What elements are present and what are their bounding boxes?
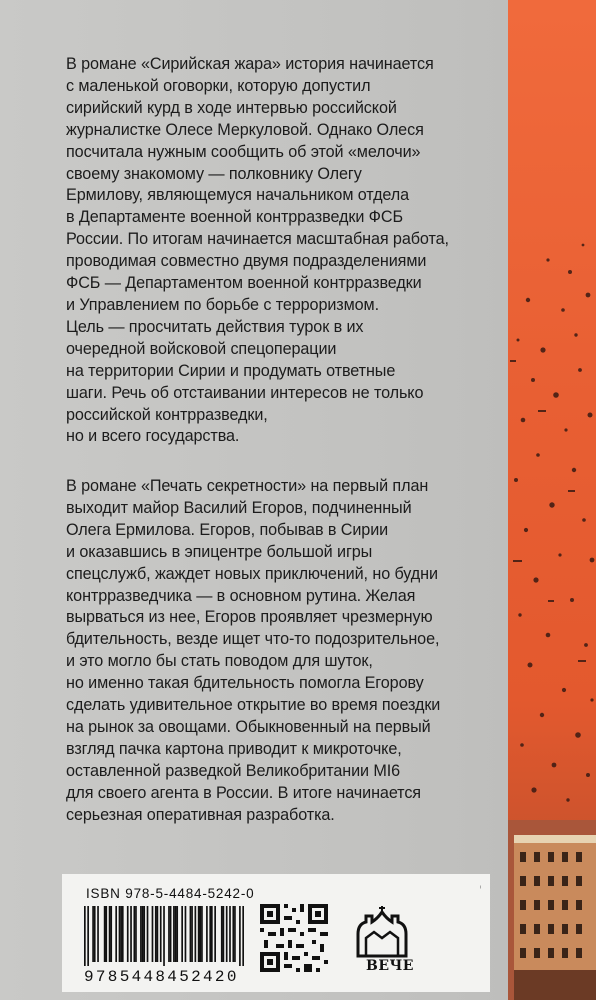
barcode-bar bbox=[143, 906, 145, 962]
barcode-bar bbox=[157, 906, 159, 962]
isbn-label: ISBN 978-5-4484-5242-0 bbox=[86, 886, 255, 901]
barcode-bar bbox=[92, 906, 94, 962]
qr-code bbox=[258, 902, 330, 974]
text-line: вырваться из нее, Егоров проявляет чрезмерную bbox=[66, 608, 433, 627]
barcode-bar bbox=[209, 906, 211, 962]
barcode-bar bbox=[135, 906, 137, 962]
barcode-bar bbox=[87, 906, 89, 966]
barcode-bar bbox=[110, 906, 112, 962]
text-line: В романе «Сирийская жара» история начинается bbox=[66, 55, 434, 73]
barcode-bar bbox=[190, 906, 192, 962]
text-line: Олега Ермилова. Егоров, побывав в Сирии bbox=[66, 520, 389, 539]
barcode-bar bbox=[234, 906, 236, 962]
text-line: ФСБ — Департаментом военной контрразведки bbox=[66, 274, 422, 293]
text-line: России. По итогам начинается масштабная работа, bbox=[66, 230, 449, 249]
barcode-bar bbox=[242, 906, 244, 966]
barcode-bar bbox=[105, 906, 107, 962]
text-line: с маленькой оговорки, которую допустил bbox=[66, 76, 371, 95]
publisher-logo-text: ВЕЧЕ bbox=[366, 958, 414, 974]
barcode-bar bbox=[147, 906, 149, 962]
barcode-bar bbox=[181, 906, 183, 962]
text-line: и Управлением по борьбе с терроризмом. bbox=[66, 295, 379, 314]
barcode-bar bbox=[97, 906, 99, 962]
barcode-bar bbox=[239, 906, 241, 966]
barcode-bar bbox=[160, 906, 162, 962]
barcode-bar bbox=[163, 906, 165, 966]
barcode-bar bbox=[185, 906, 187, 962]
cover-art-strip bbox=[508, 0, 596, 1000]
barcode-bar bbox=[199, 906, 201, 962]
text-line: контрразведчика — в основном рутина. Желая bbox=[66, 586, 416, 605]
barcode-bar bbox=[142, 906, 144, 962]
barcode-bar bbox=[191, 906, 193, 962]
barcode-bar bbox=[109, 906, 111, 962]
text-line: Ермилову, являющемуся начальником отдела bbox=[66, 186, 410, 205]
annotation-paragraph-1 bbox=[66, 54, 506, 448]
barcode-bar bbox=[84, 906, 86, 966]
barcode-panel bbox=[62, 874, 490, 992]
text-line: журналистке Олесе Меркуловой. Однако Олеся bbox=[66, 120, 424, 139]
barcode-bar bbox=[175, 906, 177, 962]
barcode-bar bbox=[211, 906, 213, 962]
text-line: спецслужб, жаждет новых приключений, но будни bbox=[66, 564, 438, 583]
text-line: но именно такая бдительность помогла Егорову bbox=[66, 674, 424, 693]
barcode-bar bbox=[206, 906, 208, 962]
barcode-bar bbox=[130, 906, 132, 962]
barcode-bar bbox=[198, 906, 200, 962]
barcode-bar bbox=[195, 906, 197, 962]
text-line: на рынок за овощами. Обыкновенный на первый bbox=[66, 717, 431, 736]
barcode-digits: 9785448452420 bbox=[84, 968, 239, 986]
text-line: для своего агента в России. В итоге начинается bbox=[66, 783, 421, 802]
building-illustration bbox=[508, 820, 596, 1000]
text-line: и оказавшись в эпицентре большой игры bbox=[66, 542, 373, 561]
barcode-bar bbox=[152, 906, 154, 962]
barcode-bar bbox=[140, 906, 142, 962]
text-line: посчитала нужным сообщить об этой «мелочи» bbox=[66, 142, 421, 161]
barcode-bar bbox=[229, 906, 231, 962]
ean-barcode bbox=[84, 906, 244, 966]
text-line: на территории Сирии и продумать ответные bbox=[66, 361, 396, 380]
barcode-bar bbox=[94, 906, 96, 962]
text-line: взгляд пачка картона приводит к микроточке, bbox=[66, 739, 402, 758]
text-line: оставленной разведкой Великобритании MI6 bbox=[66, 761, 401, 780]
barcode-bar bbox=[170, 906, 172, 962]
barcode-bar bbox=[173, 906, 175, 962]
cover-art-illustration bbox=[508, 0, 596, 1000]
text-line: очередной войсковой спецоперации bbox=[66, 339, 337, 358]
text-line: и это могло бы стать поводом для шуток, bbox=[66, 652, 373, 671]
barcode-bar bbox=[119, 906, 121, 962]
barcode-bar bbox=[221, 906, 223, 962]
text-line: но и всего государства. bbox=[66, 427, 240, 446]
text-line: серьезная оперативная разработка. bbox=[66, 805, 335, 824]
barcode-bar bbox=[226, 906, 228, 962]
barcode-bar bbox=[168, 906, 170, 962]
text-line: в Департаменте военной контрразведки ФСБ bbox=[66, 208, 403, 227]
corner-mark: ⁱ bbox=[480, 884, 482, 893]
text-line: Цель — просчитать действия турок в их bbox=[66, 317, 364, 336]
barcode-bar bbox=[120, 906, 122, 962]
text-line: выходит майор Василий Егоров, подчиненный bbox=[66, 498, 412, 517]
barcode-bar bbox=[176, 906, 178, 962]
text-line: сирийский курд в ходе интервью российской bbox=[66, 98, 397, 117]
text-line: шаги. Речь об отстаивании интересов не только bbox=[66, 383, 424, 402]
barcode-bar bbox=[127, 906, 129, 962]
publisher-logo-icon bbox=[352, 904, 426, 960]
barcode-bar bbox=[115, 906, 117, 962]
barcode-bar bbox=[104, 906, 106, 962]
text-line: своему знакомому — полковнику Олегу bbox=[66, 164, 362, 183]
barcode-bar bbox=[155, 906, 157, 962]
barcode-bar bbox=[214, 906, 216, 962]
barcode-bar bbox=[232, 906, 234, 962]
barcode-bar bbox=[223, 906, 225, 962]
text-line: бдительность, везде ищет что-то подозрительное, bbox=[66, 630, 440, 649]
barcode-bar bbox=[133, 906, 135, 962]
barcode-bar bbox=[122, 906, 124, 962]
text-line: В романе «Печать секретности» на первый план bbox=[66, 477, 429, 495]
text-line: проводимая совместно двумя подразделениями bbox=[66, 252, 427, 271]
barcode-bar bbox=[201, 906, 203, 962]
annotation-paragraph-2 bbox=[66, 476, 506, 827]
text-line: сделать удивительное открытие во время поездки bbox=[66, 696, 441, 715]
text-line: российской контрразведки, bbox=[66, 405, 268, 424]
